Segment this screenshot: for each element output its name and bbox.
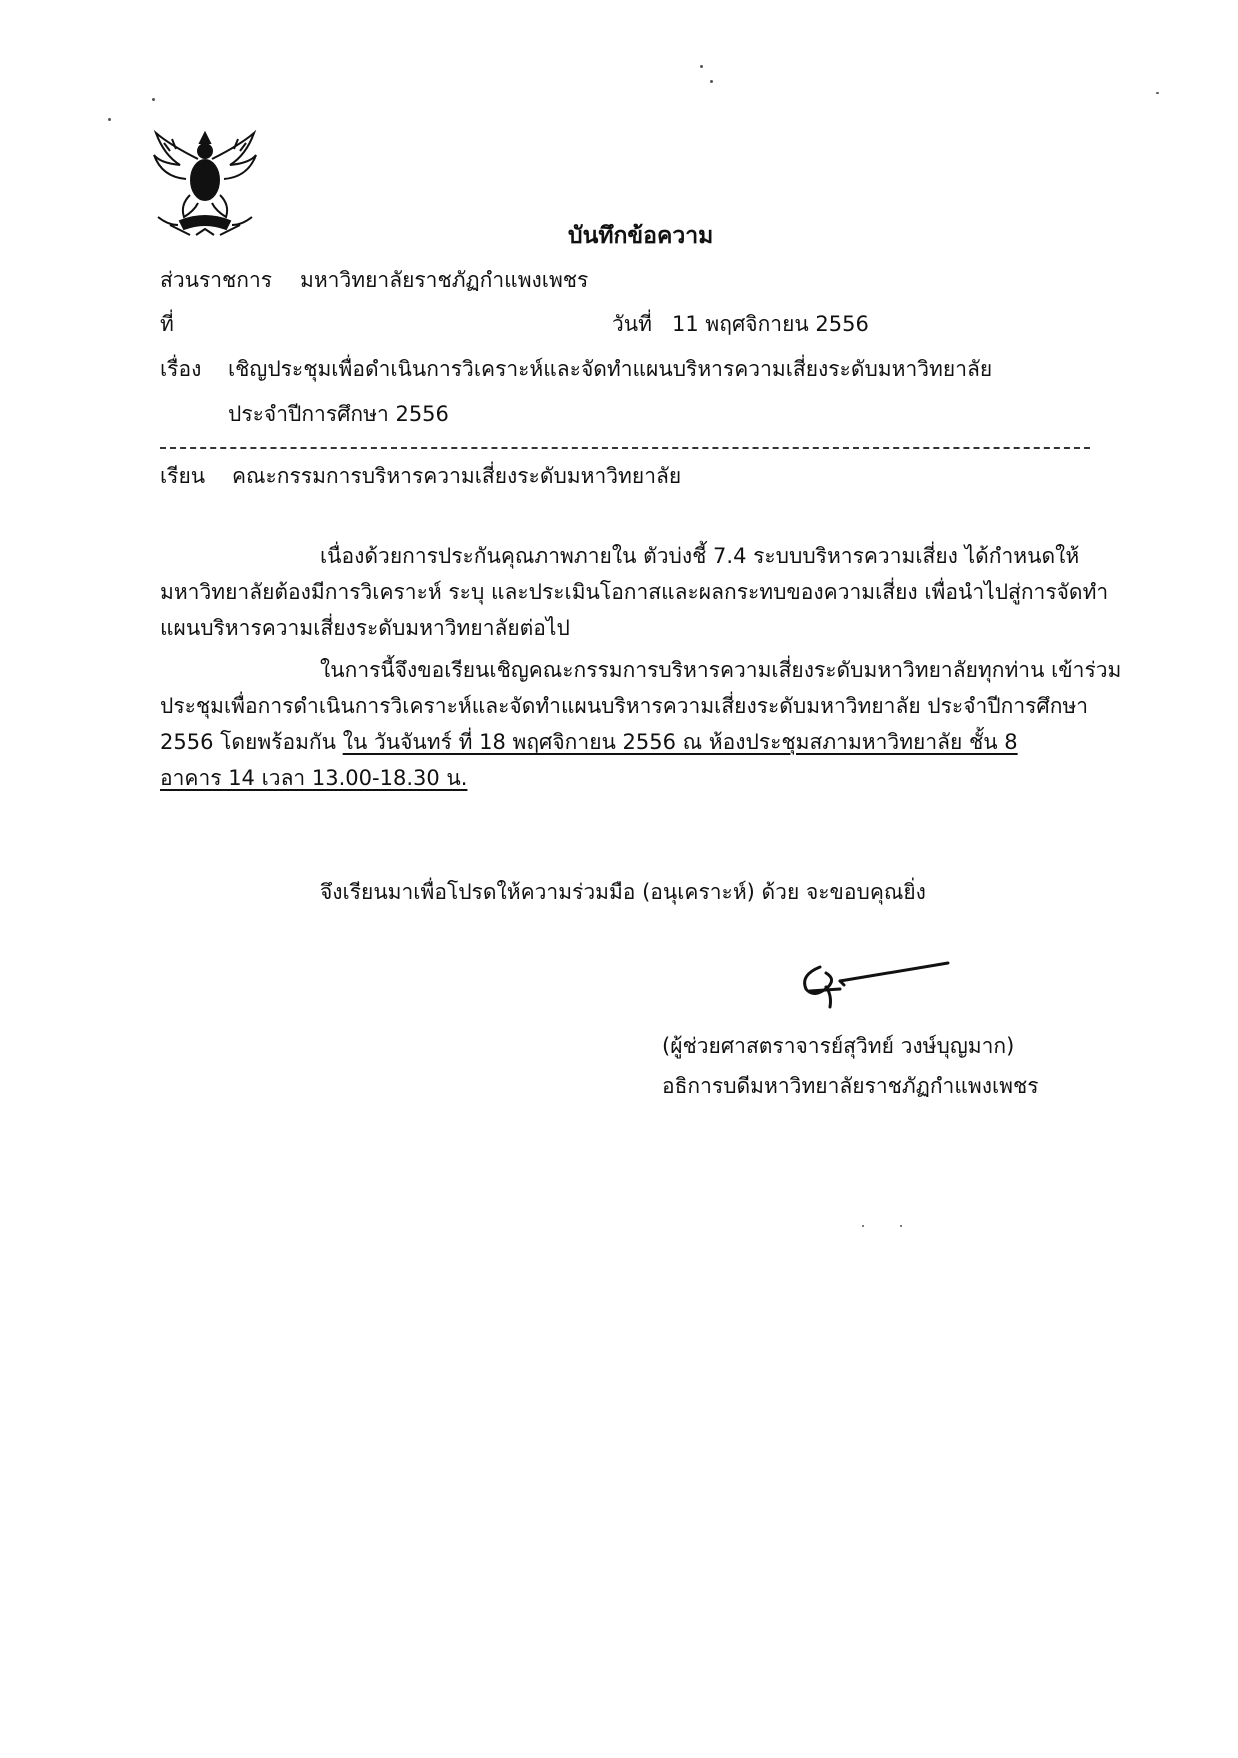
to-value: คณะกรรมการบริหารความเสี่ยงระดับมหาวิทยาลัย xyxy=(232,464,682,488)
paragraph-2-line-2: ประชุมเพื่อการดำเนินการวิเคราะห์และจัดทำแผนบริหารความเสี่ยงระดับมหาวิทยาลัย ประจำปีการศึกษา xyxy=(160,694,1089,718)
scan-speck xyxy=(1156,92,1159,94)
header-divider xyxy=(160,447,1090,449)
signer-name: (ผู้ช่วยศาสตราจารย์สุวิทย์ วงษ์บุญมาก) xyxy=(662,1034,1015,1058)
agency-value: มหาวิทยาลัยราชภัฏกำแพงเพชร xyxy=(300,268,589,292)
ref-label: ที่ xyxy=(160,312,174,336)
signer-position: อธิการบดีมหาวิทยาลัยราชภัฏกำแพงเพชร xyxy=(662,1074,1039,1098)
paragraph-1-line-3: แผนบริหารความเสี่ยงระดับมหาวิทยาลัยต่อไป xyxy=(160,616,570,640)
closing-sentence: จึงเรียนมาเพื่อโปรดให้ความร่วมมือ (อนุเคราะห์) ด้วย จะขอบคุณยิ่ง xyxy=(320,880,926,904)
scan-speck xyxy=(862,1225,864,1227)
date-value: 11 พฤศจิกายน 2556 xyxy=(672,312,869,336)
paragraph-2-line-3 xyxy=(160,724,1095,760)
paragraph-1-line-1: เนื่องด้วยการประกันคุณภาพภายใน ตัวบ่งชี้ 7.4 ระบบบริหารความเสี่ยง ได้กำหนดให้ xyxy=(320,544,1080,568)
meeting-date-place: ใน วันจันทร์ ที่ 18 พฤศจิกายน 2556 ณ ห้องประชุมสภามหาวิทยาลัย ชั้น 8 xyxy=(342,730,1018,754)
subject-line-2: ประจำปีการศึกษา 2556 xyxy=(228,402,449,426)
paragraph-2-line-4 xyxy=(160,760,1095,796)
memo-title: บันทึกข้อความ xyxy=(568,223,714,249)
paragraph-2-line-1: ในการนี้จึงขอเรียนเชิญคณะกรรมการบริหารความเสี่ยงระดับมหาวิทยาลัยทุกท่าน เข้าร่วม xyxy=(320,658,1122,682)
meeting-building-time: อาคาร 14 เวลา 13.00-18.30 น. xyxy=(160,766,468,790)
garuda-emblem-icon xyxy=(150,125,260,240)
date-label: วันที่ xyxy=(612,312,652,336)
handwritten-signature-icon xyxy=(780,945,960,1015)
scan-speck xyxy=(152,98,155,101)
paragraph-1 xyxy=(160,538,1109,646)
subject-line-1: เชิญประชุมเพื่อดำเนินการวิเคราะห์และจัดทำแผนบริหารความเสี่ยงระดับมหาวิทยาลัย xyxy=(228,357,993,381)
to-label: เรียน xyxy=(160,464,206,488)
paragraph-2-line-3-plain: 2556 โดยพร้อมกัน xyxy=(160,730,336,754)
agency-label: ส่วนราชการ xyxy=(160,268,273,292)
paragraph-1-line-2: มหาวิทยาลัยต้องมีการวิเคราะห์ ระบุ และประเมินโอกาสและผลกระทบของความเสี่ยง เพื่อนำไปสู่การจัดทำ xyxy=(160,580,1109,604)
paragraph-2 xyxy=(160,652,1122,796)
scan-speck xyxy=(900,1225,902,1227)
scan-speck xyxy=(710,80,713,83)
scan-speck xyxy=(700,65,703,68)
scan-speck xyxy=(108,118,111,121)
subject-label: เรื่อง xyxy=(160,357,202,381)
